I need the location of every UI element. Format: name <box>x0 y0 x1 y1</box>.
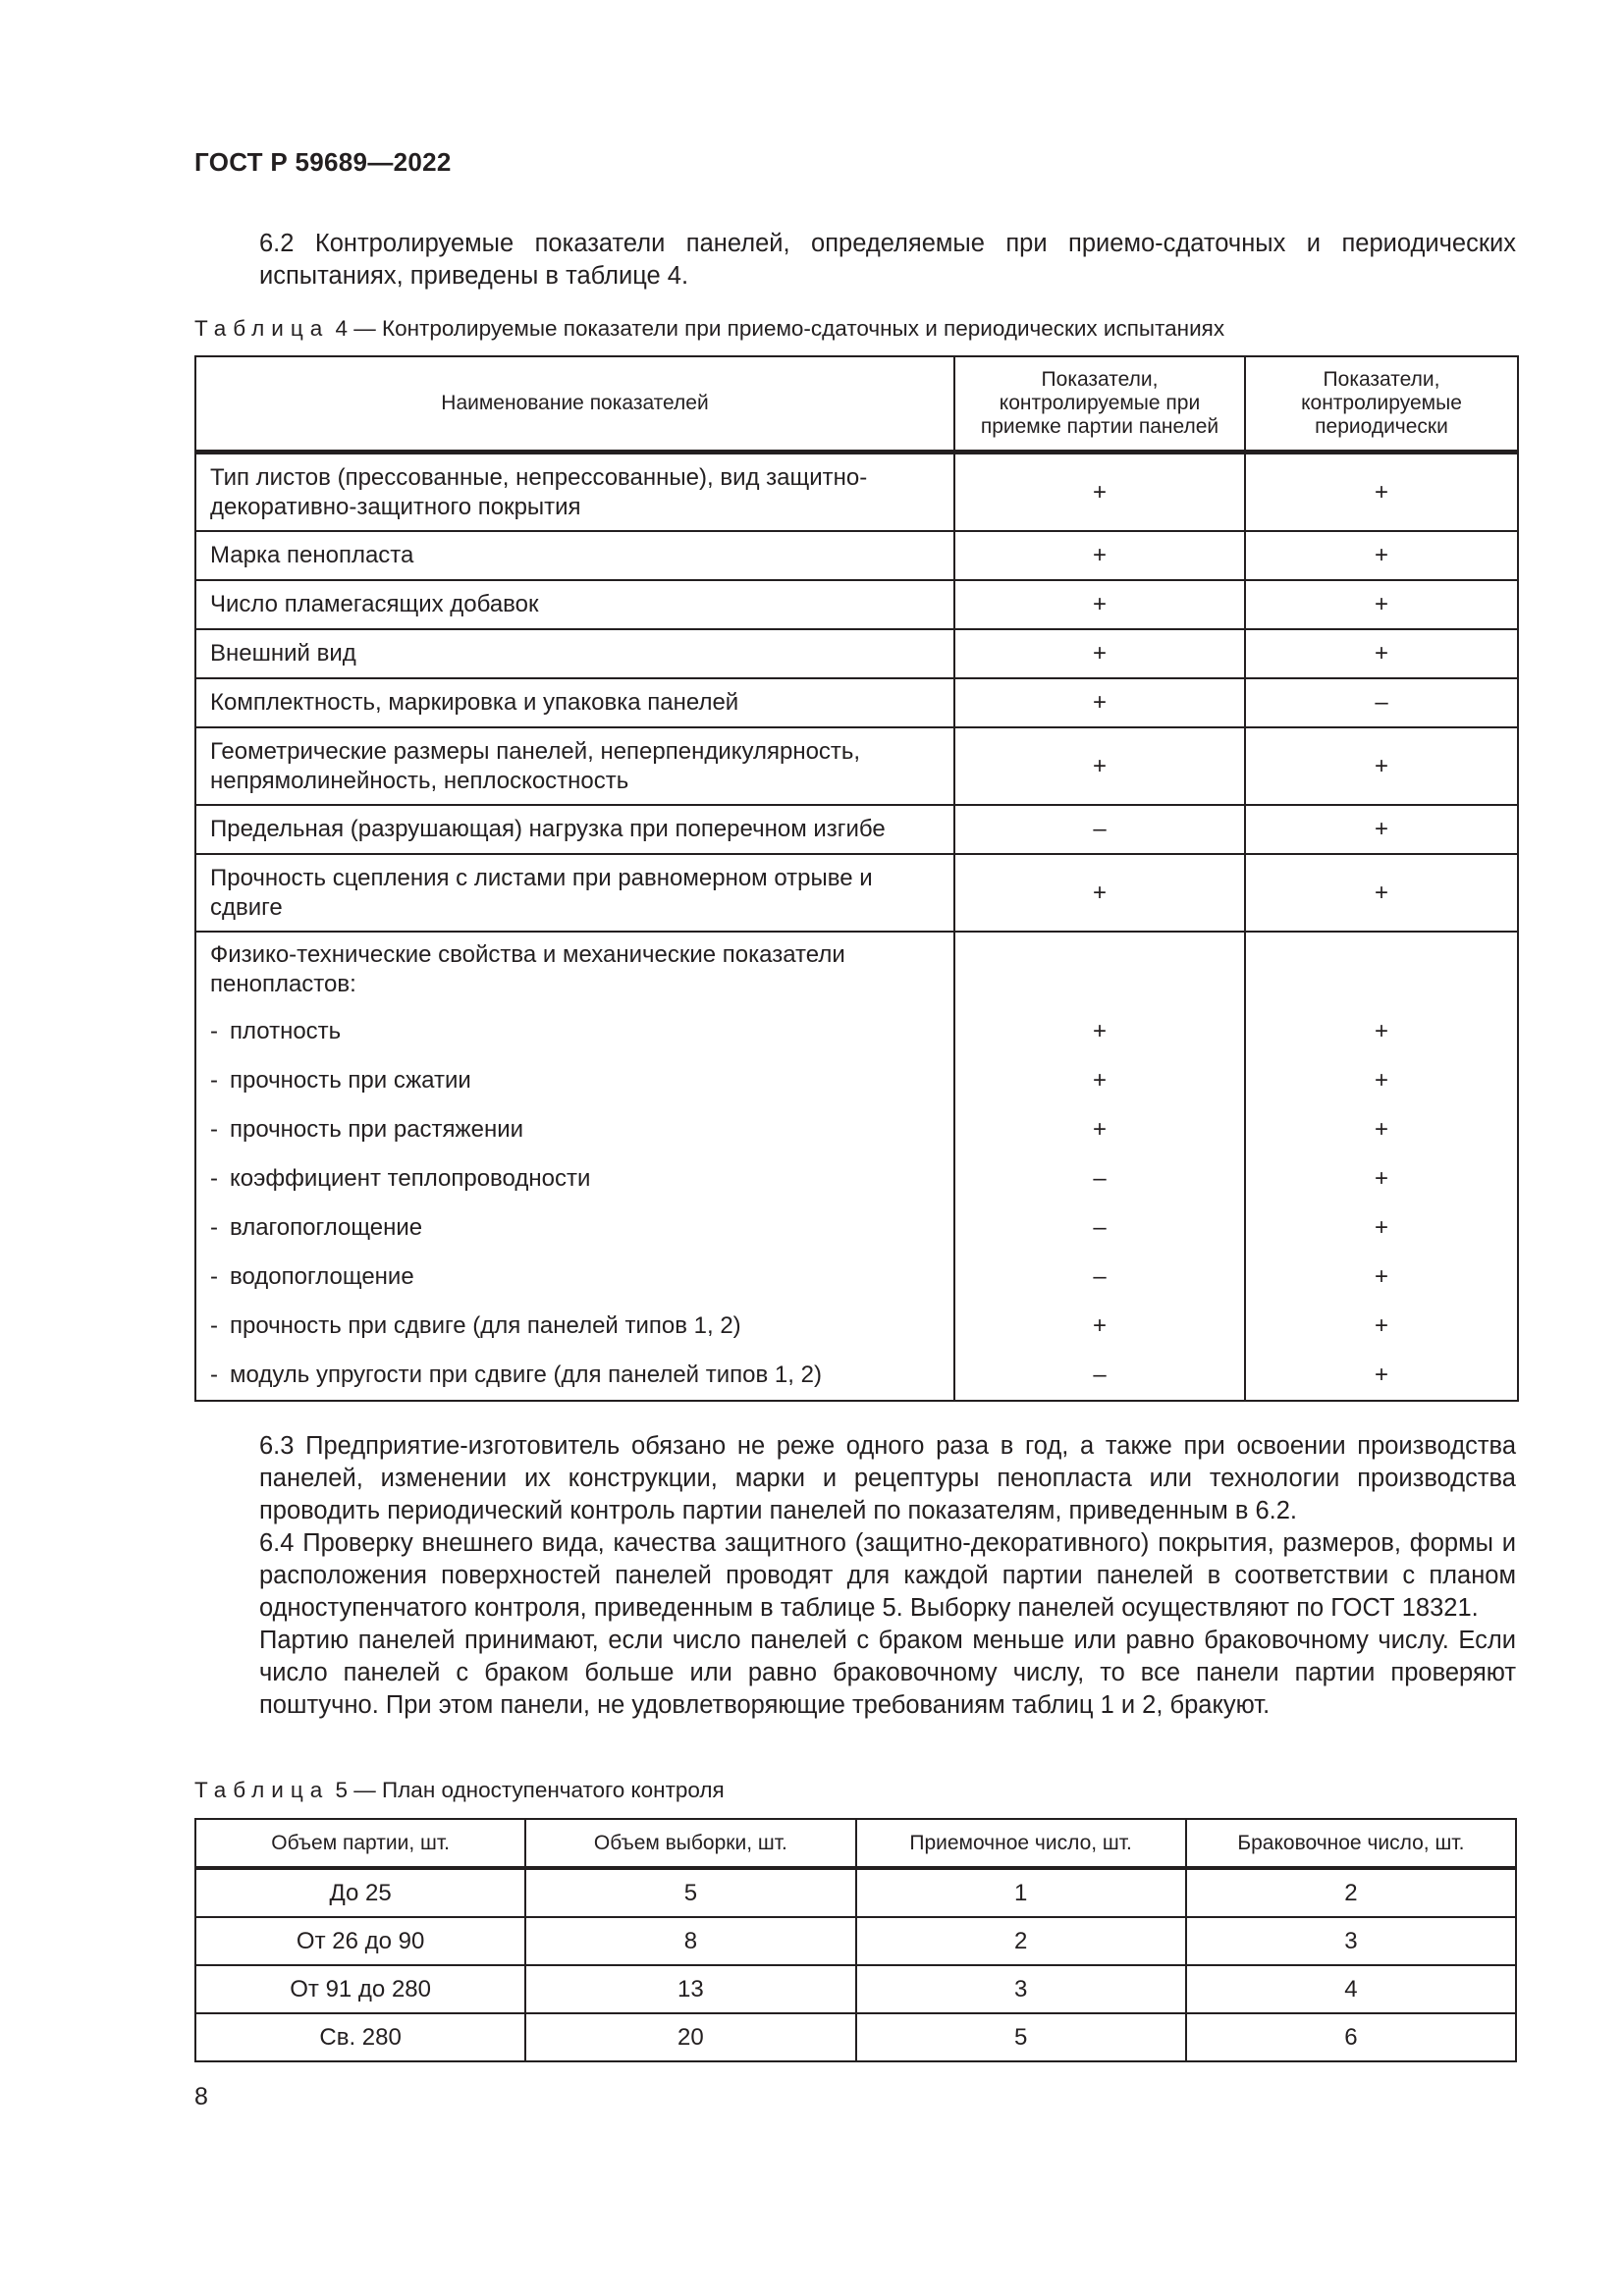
table-5-caption <box>194 1778 725 1803</box>
row-periodic: + <box>1246 581 1519 630</box>
table-row <box>196 679 1519 728</box>
subrow-name <box>196 1203 955 1253</box>
table-4-caption <box>194 316 1224 342</box>
subrow-label: водопоглощение <box>230 1263 414 1290</box>
row-acceptance: + <box>955 454 1246 532</box>
subrow-acceptance: + <box>955 1056 1246 1105</box>
paragraph-6-2 <box>194 228 1516 293</box>
standard-designation: ГОСТ Р 59689—2022 <box>194 147 452 177</box>
cell-lot-size: Св. 280 <box>196 2014 526 2062</box>
row-periodic: + <box>1246 532 1519 581</box>
row-name: Внешний вид <box>196 630 955 679</box>
cell-lot-size: От 91 до 280 <box>196 1966 526 2014</box>
table-row <box>196 581 1519 630</box>
cell-acceptance-number: 2 <box>857 1918 1187 1966</box>
table-row <box>196 454 1519 532</box>
row-acceptance: + <box>955 532 1246 581</box>
subrow-bullet: - <box>210 1067 218 1094</box>
table-row <box>196 1966 1517 2014</box>
subrow-periodic: + <box>1246 1351 1519 1402</box>
subrow-acceptance: + <box>955 1105 1246 1154</box>
table-5-header-acceptance-number: Приемочное число, шт. <box>857 1820 1187 1870</box>
subrow-label: влагопоглощение <box>230 1214 423 1241</box>
subrow-name <box>196 1007 955 1056</box>
table-5-header-lot-size: Объем партии, шт. <box>196 1820 526 1870</box>
table-5-caption-word: Таблица <box>194 1778 330 1802</box>
subrow-label: прочность при сдвиге (для панелей типов 1, 2) <box>230 1312 741 1339</box>
cell-sample-size: 13 <box>526 1966 856 2014</box>
cell-acceptance-number: 3 <box>857 1966 1187 2014</box>
paragraphs-6-3-6-4 <box>194 1430 1516 1722</box>
table-group-header-row <box>196 933 1519 1007</box>
cell-acceptance-number: 1 <box>857 1870 1187 1918</box>
cell-rejection-number: 4 <box>1187 1966 1517 2014</box>
subrow-label: прочность при растяжении <box>230 1116 524 1143</box>
table-4-header-periodic: Показатели, контролируемые периодически <box>1246 357 1519 454</box>
group-acceptance-empty <box>955 933 1246 1007</box>
table-row <box>196 2014 1517 2062</box>
subrow-periodic: + <box>1246 1253 1519 1302</box>
table-subrow <box>196 1105 1519 1154</box>
subrow-acceptance: – <box>955 1154 1246 1203</box>
subrow-periodic: + <box>1246 1203 1519 1253</box>
row-name: Марка пенопласта <box>196 532 955 581</box>
subrow-periodic: + <box>1246 1154 1519 1203</box>
cell-acceptance-number: 5 <box>857 2014 1187 2062</box>
subrow-label: прочность при сжатии <box>230 1067 471 1094</box>
paragraph-6-2-text: 6.2 Контролируемые показатели панелей, определяемые при приемо-сдаточных и периодических испытаниях, приведены в таблице 4. <box>259 230 1516 290</box>
table-4-header-row <box>196 357 1519 454</box>
cell-rejection-number: 3 <box>1187 1918 1517 1966</box>
subrow-bullet: - <box>210 1263 218 1290</box>
subrow-bullet: - <box>210 1165 218 1192</box>
row-periodic: + <box>1246 806 1519 855</box>
paragraph-6-4: 6.4 Проверку внешнего вида, качества защитного (защитно-декоративного) покрытия, размеров, формы и расположения поверхностей панелей проводят для каждой партии панелей в соответствии с планом одноступенчатого контроля, приведенным в таблице 5. Выборку панелей осуществляют по ГОСТ 18321. <box>259 1529 1516 1622</box>
row-acceptance: + <box>955 855 1246 933</box>
page-number: 8 <box>194 2083 208 2110</box>
table-4 <box>194 355 1519 1402</box>
group-periodic-empty <box>1246 933 1519 1007</box>
table-row <box>196 1870 1517 1918</box>
row-acceptance: – <box>955 806 1246 855</box>
table-5-header-sample-size: Объем выборки, шт. <box>526 1820 856 1870</box>
row-periodic: + <box>1246 630 1519 679</box>
row-acceptance: + <box>955 581 1246 630</box>
table-5-header-row <box>196 1820 1517 1870</box>
table-row <box>196 532 1519 581</box>
row-acceptance: + <box>955 630 1246 679</box>
table-subrow <box>196 1007 1519 1056</box>
cell-rejection-number: 6 <box>1187 2014 1517 2062</box>
paragraph-6-3: 6.3 Предприятие-изготовитель обязано не реже одного раза в год, а также при освоении производства панелей, изменении их конструкции, марки и рецептуры пенопласта или технологии производства проводить периодический контроль партии панелей по показателям, приведенным в 6.2. <box>259 1432 1516 1524</box>
subrow-acceptance: + <box>955 1007 1246 1056</box>
table-row <box>196 855 1519 933</box>
subrow-periodic: + <box>1246 1056 1519 1105</box>
subrow-name <box>196 1154 955 1203</box>
table-row <box>196 728 1519 806</box>
table-5 <box>194 1818 1517 2062</box>
table-subrow <box>196 1203 1519 1253</box>
subrow-label: плотность <box>230 1018 342 1044</box>
subrow-name <box>196 1056 955 1105</box>
cell-sample-size: 5 <box>526 1870 856 1918</box>
row-periodic: + <box>1246 855 1519 933</box>
subrow-bullet: - <box>210 1214 218 1241</box>
cell-lot-size: До 25 <box>196 1870 526 1918</box>
cell-sample-size: 8 <box>526 1918 856 1966</box>
cell-sample-size: 20 <box>526 2014 856 2062</box>
row-periodic: + <box>1246 728 1519 806</box>
table-row <box>196 806 1519 855</box>
subrow-bullet: - <box>210 1362 218 1388</box>
table-subrow <box>196 1351 1519 1402</box>
table-subrow <box>196 1056 1519 1105</box>
subrow-acceptance: – <box>955 1203 1246 1253</box>
row-name: Тип листов (прессованные, непрессованные), вид защитно-декоративно-защитного покрытия <box>196 454 955 532</box>
subrow-label: модуль упругости при сдвиге (для панелей типов 1, 2) <box>230 1362 822 1388</box>
row-acceptance: + <box>955 728 1246 806</box>
subrow-acceptance: + <box>955 1302 1246 1351</box>
table-5-header-rejection-number: Браковочное число, шт. <box>1187 1820 1517 1870</box>
table-row <box>196 630 1519 679</box>
row-periodic: + <box>1246 454 1519 532</box>
row-name: Число пламегасящих добавок <box>196 581 955 630</box>
subrow-bullet: - <box>210 1018 218 1044</box>
table-4-header-name: Наименование показателей <box>196 357 955 454</box>
subrow-name <box>196 1253 955 1302</box>
table-4-caption-word: Таблица <box>194 316 330 341</box>
row-name: Прочность сцепления с листами при равномерном отрыве и сдвиге <box>196 855 955 933</box>
row-name: Комплектность, маркировка и упаковка панелей <box>196 679 955 728</box>
table-4-caption-title: 4 — Контролируемые показатели при приемо-сдаточных и периодических испытаниях <box>329 316 1225 341</box>
subrow-name <box>196 1351 955 1402</box>
cell-lot-size: От 26 до 90 <box>196 1918 526 1966</box>
subrow-label: коэффициент теплопроводности <box>230 1165 591 1192</box>
cell-rejection-number: 2 <box>1187 1870 1517 1918</box>
paragraph-batch-acceptance: Партию панелей принимают, если число панелей с браком меньше или равно браковочному числу. Если число панелей с браком больше или равно браковочному числу, то все панели партии проверяют поштучно. При этом панели, не удовлетворяющие требованиям таблиц 1 и 2, бракуют. <box>259 1627 1516 1719</box>
table-5-caption-title: 5 — План одноступенчатого контроля <box>329 1778 725 1802</box>
subrow-bullet: - <box>210 1116 218 1143</box>
table-subrow <box>196 1154 1519 1203</box>
subrow-periodic: + <box>1246 1007 1519 1056</box>
group-name: Физико-технические свойства и механические показатели пенопластов: <box>196 933 955 1007</box>
subrow-bullet: - <box>210 1312 218 1339</box>
row-acceptance: + <box>955 679 1246 728</box>
subrow-name <box>196 1302 955 1351</box>
subrow-name <box>196 1105 955 1154</box>
subrow-acceptance: – <box>955 1351 1246 1402</box>
subrow-acceptance: – <box>955 1253 1246 1302</box>
row-periodic: – <box>1246 679 1519 728</box>
subrow-periodic: + <box>1246 1302 1519 1351</box>
table-subrow <box>196 1253 1519 1302</box>
table-subrow <box>196 1302 1519 1351</box>
row-name: Предельная (разрушающая) нагрузка при поперечном изгибе <box>196 806 955 855</box>
table-4-header-acceptance: Показатели, контролируемые при приемке партии панелей <box>955 357 1246 454</box>
subrow-periodic: + <box>1246 1105 1519 1154</box>
row-name: Геометрические размеры панелей, неперпендикулярность, непрямолинейность, неплоскостность <box>196 728 955 806</box>
table-row <box>196 1918 1517 1966</box>
